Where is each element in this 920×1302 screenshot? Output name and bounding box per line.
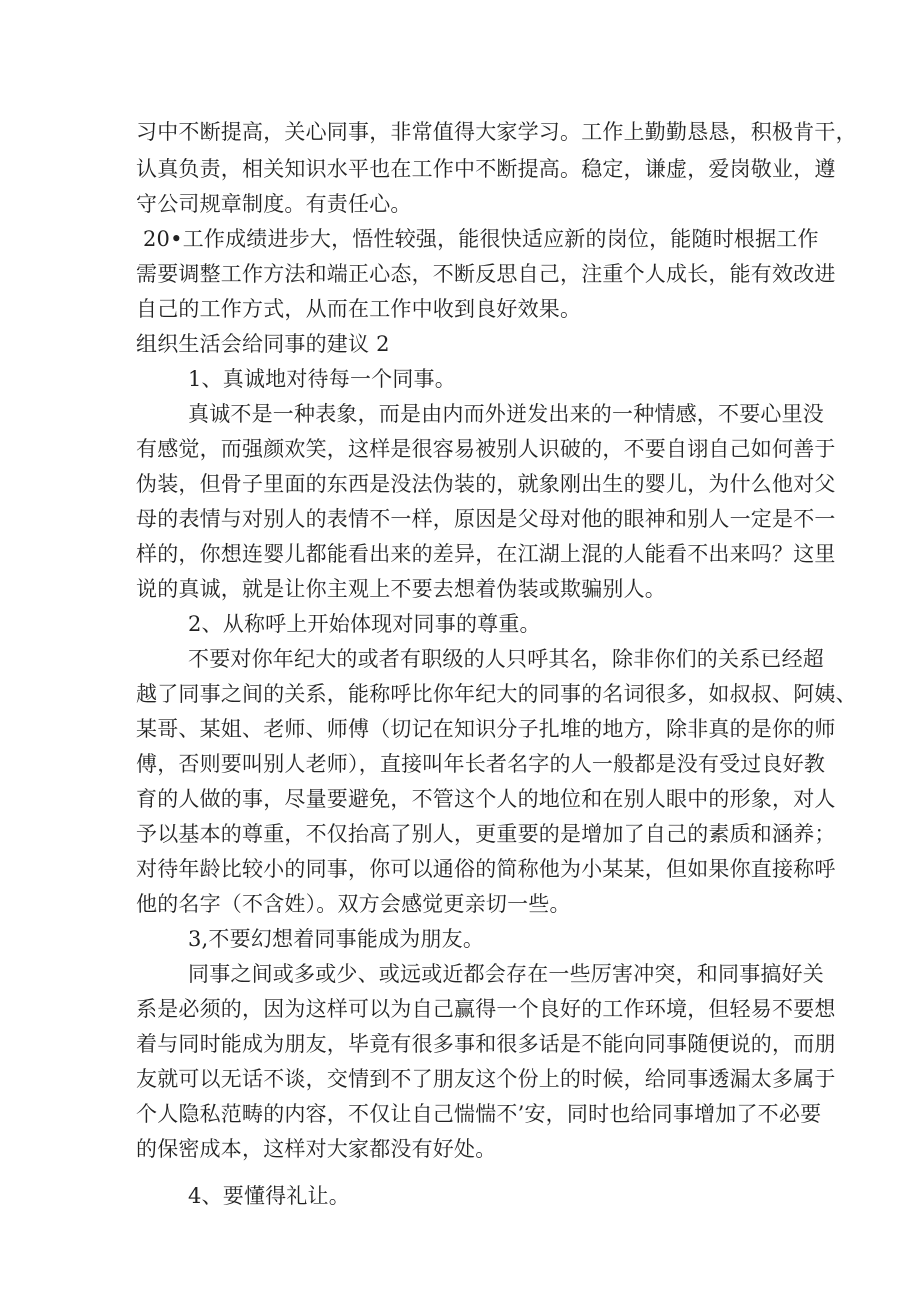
item-heading: 2、从称呼上开始体现对同事的尊重。	[188, 612, 541, 636]
paragraph-line: 说的真诚，就是让你主观上不要去想着伪装或欺骗别人。	[136, 577, 666, 601]
paragraph-line: 育的人做的事，尽量要避免，不管这个人的地位和在别人眼中的形象，对人	[136, 787, 836, 811]
paragraph-line: 个人隐私范畴的内容，不仅让自己惴惴不’安，同时也给同事增加了不必要	[136, 1102, 822, 1126]
paragraph-line: 需要调整工作方法和端正心态，不断反思自己，注重个人成长，能有效改进	[136, 262, 836, 286]
paragraph-line: 的保密成本，这样对大家都没有好处。	[136, 1137, 497, 1161]
paragraph-line: 伪装，但骨子里面的东西是没法伪装的，就象刚出生的婴儿，为什么他对父	[136, 472, 836, 496]
paragraph-line: 系是必须的，因为这样可以为自己赢得一个良好的工作环境，但轻易不要想	[136, 997, 836, 1021]
paragraph-line: 真诚不是一种表象，而是由内而外迸发出来的一种情感，不要心里没	[188, 402, 824, 426]
paragraph-line: 着与同时能成为朋友，毕竟有很多事和很多话是不能向同事随便说的，而朋	[136, 1032, 836, 1056]
paragraph-line: 友就可以无话不谈，交情到不了朋友这个份上的时候，给同事透漏太多属于	[136, 1067, 836, 1091]
paragraph-line: 守公司规章制度。有责任心。	[136, 192, 412, 216]
paragraph-line: 习中不断提高，关心同事，非常值得大家学习。工作上勤勤恳恳，积极肯干，	[136, 120, 857, 144]
paragraph-line: 20•工作成绩进步大，悟性较强，能很快适应新的岗位，能随时根据工作	[143, 227, 819, 251]
item-heading: 1、真诚地对待每一个同事。	[188, 367, 456, 391]
item-heading: 3,不要幻想着同事能成为朋友。	[188, 927, 485, 951]
paragraph-line: 同事之间或多或少、或远或近都会存在一些厉害冲突，和同事搞好关	[188, 962, 824, 986]
paragraph-line: 母的表情与对别人的表情不一样，原因是父母对他的眼神和别人一定是不一	[136, 507, 836, 531]
paragraph-line: 对待年龄比较小的同事，你可以通俗的简称他为小某某，但如果你直接称呼	[136, 857, 836, 881]
paragraph-line: 予以基本的尊重，不仅抬高了别人，更重要的是增加了自己的素质和涵养；	[136, 822, 836, 846]
paragraph-line: 不要对你年纪大的或者有职级的人只呼其名，除非你们的关系已经超	[188, 647, 824, 671]
paragraph-line: 某哥、某姐、老师、师傅（切记在知识分子扎堆的地方，除非真的是你的师	[136, 717, 836, 741]
paragraph-line: 越了同事之间的关系，能称呼比你年纪大的同事的名词很多，如叔叔、阿姨、	[136, 682, 857, 706]
paragraph-line: 他的名字（不含姓）。双方会感觉更亲切一些。	[136, 892, 571, 916]
section-title: 组织生活会给同事的建议 2	[136, 332, 390, 356]
paragraph-line: 傅，否则要叫别人老师），直接叫年长者名字的人一般都是没有受过良好教	[136, 752, 826, 776]
paragraph-line: 认真负责，相关知识水平也在工作中不断提高。稳定，谦虚，爱岗敬业，遵	[136, 157, 836, 181]
paragraph-line: 自己的工作方式，从而在工作中收到良好效果。	[136, 297, 582, 321]
paragraph-line: 有感觉，而强颜欢笑，这样是很容易被别人识破的，不要自诩自己如何善于	[136, 437, 836, 461]
paragraph-line: 样的，你想连婴儿都能看出来的差异，在江湖上混的人能看不出来吗？这里	[136, 542, 836, 566]
item-heading: 4、要懂得礼让。	[188, 1184, 350, 1208]
